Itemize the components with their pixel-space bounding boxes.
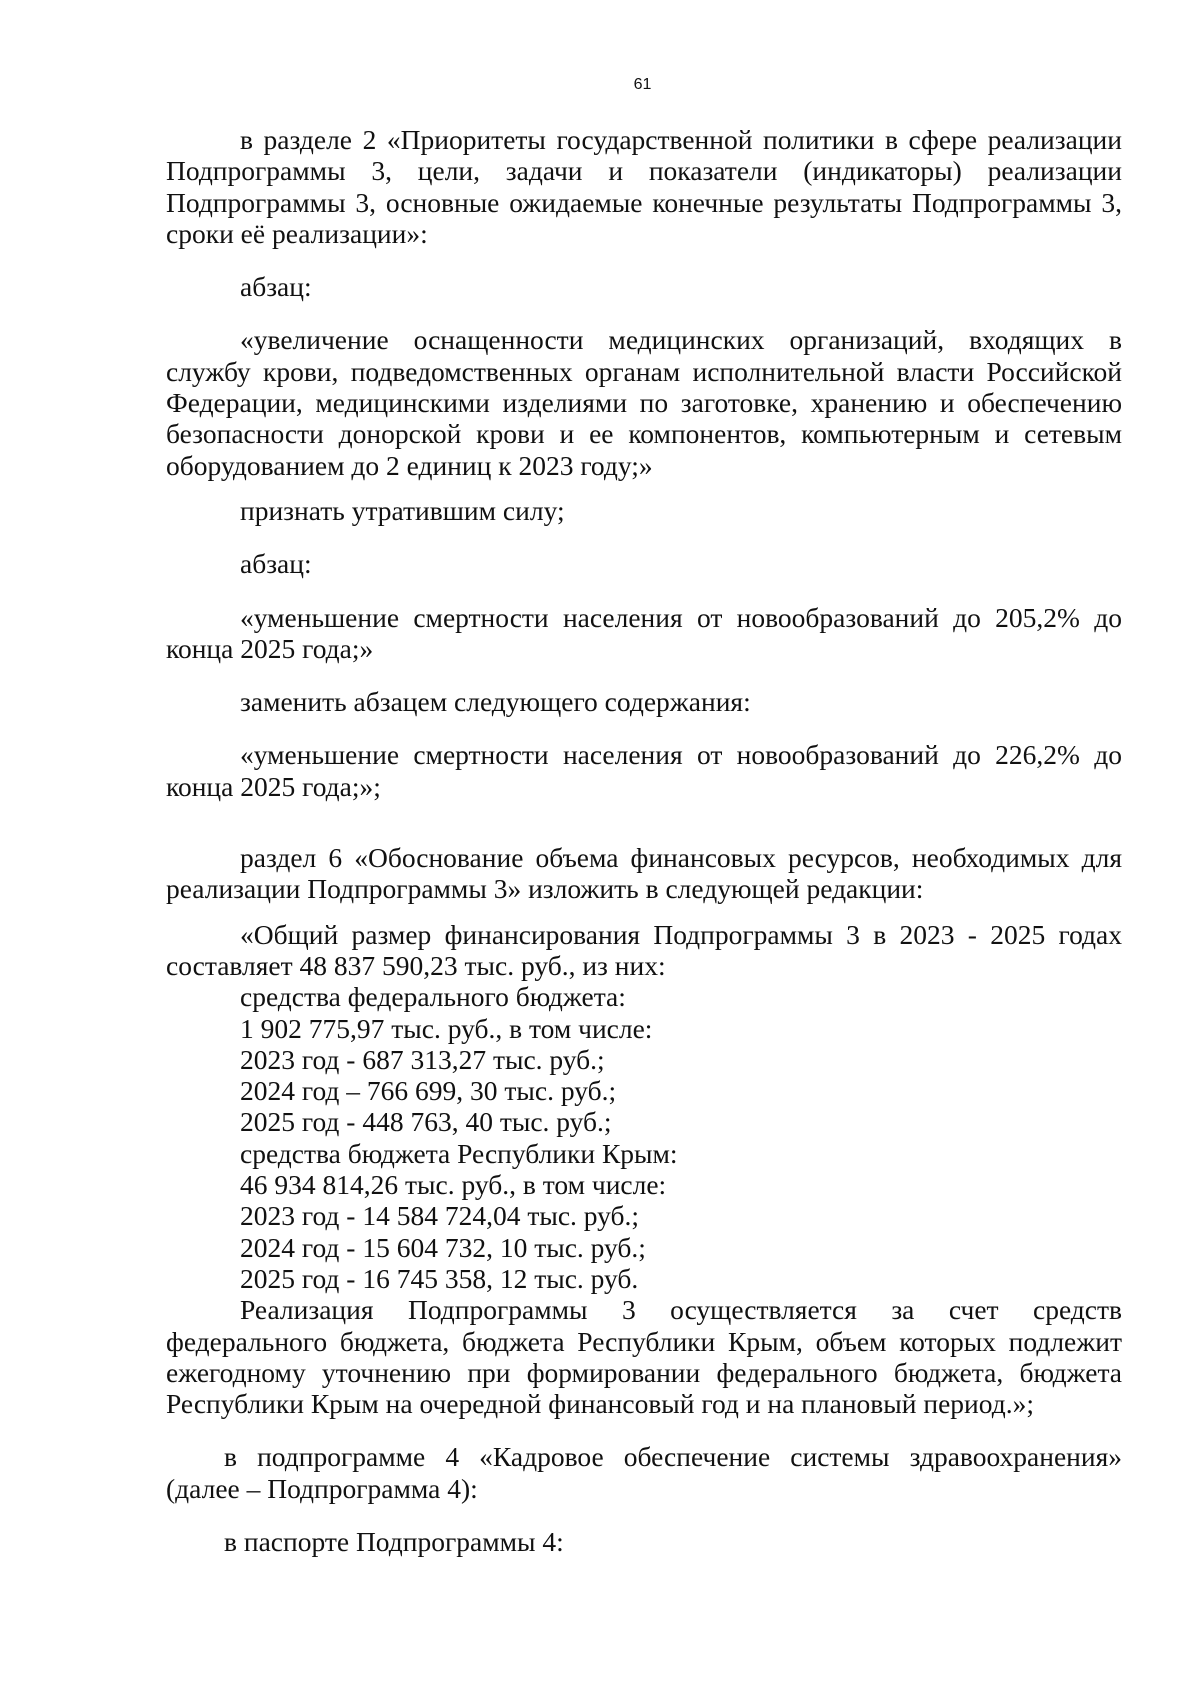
paragraph-subprogram-4-intro: в подпрограмме 4 «Кадровое обеспечение системы здравоохранения» (далее – Подпрограмма 4): (166, 1441, 1122, 1504)
paragraph-section-6-intro: раздел 6 «Обоснование объема финансовых ресурсов, необходимых для реализации Подпрограммы 3» изложить в следующей редакции: (166, 842, 1122, 905)
funding-line: 2024 год - 15 604 732, 10 тыс. руб.; (240, 1231, 646, 1263)
paragraph-implementation: Реализация Подпрограммы 3 осуществляется за счет средств федерального бюджета, бюджета Республики Крым, объем которых подлежит ежегодному уточнению при формировании федерального бюджета, бюджета Республики Крым на очередной финансовый год и на плановый период.»; (166, 1294, 1122, 1420)
document-body (166, 124, 1122, 1557)
paragraph-quote-mortality-new: «уменьшение смертности населения от новообразований до 226,2% до конца 2025 года;»; (166, 739, 1122, 802)
paragraph-repealed: признать утратившим силу; (240, 494, 565, 526)
paragraph-quote-mortality-old: «уменьшение смертности населения от новообразований до 205,2% до конца 2025 года;» (166, 601, 1122, 664)
funding-line: средства федерального бюджета: (240, 981, 626, 1013)
funding-line: 2023 год - 687 313,27 тыс. руб.; (240, 1043, 605, 1075)
paragraph-abzac-2: абзац: (240, 548, 312, 580)
funding-line: 2024 год – 766 699, 30 тыс. руб.; (240, 1075, 617, 1107)
paragraph-quote-equipment: «увеличение оснащенности медицинских организаций, входящих в службу крови, подведомственных органам исполнительной власти Российской Федерации, медицинскими изделиями по заготовке, хранению и обеспечению безопасности донорской крови и ее компонентов, компьютерным и сетевым оборудованием до 2 единиц к 2023 году;» (166, 324, 1122, 481)
funding-line: 46 934 814,26 тыс. руб., в том числе: (240, 1169, 667, 1201)
page-number: 61 (633, 76, 652, 93)
funding-line: 2023 год - 14 584 724,04 тыс. руб.; (240, 1200, 640, 1232)
funding-line: 2025 год - 16 745 358, 12 тыс. руб. (240, 1262, 639, 1294)
funding-line: 2025 год - 448 763, 40 тыс. руб.; (240, 1106, 612, 1138)
funding-line: средства бюджета Республики Крым: (240, 1137, 678, 1169)
paragraph-section-2-intro: в разделе 2 «Приоритеты государственной политики в сфере реализации Подпрограммы 3, цели, задачи и показатели (индикаторы) реализации Подпрограммы 3, основные ожидаемые конечные результаты Подпрограммы 3, сроки её реализации»: (166, 124, 1122, 249)
paragraph-replace-instruction: заменить абзацем следующего содержания: (240, 686, 751, 718)
paragraph-abzac-1: абзац: (240, 271, 312, 303)
paragraph-subprogram-4-passport: в паспорте Подпрограммы 4: (224, 1525, 564, 1557)
funding-breakdown (166, 981, 1122, 1294)
funding-line: 1 902 775,97 тыс. руб., в том числе: (240, 1012, 653, 1044)
paragraph-total-funding: «Общий размер финансирования Подпрограммы 3 в 2023 - 2025 годах составляет 48 837 590,23 тыс. руб., из них: (166, 918, 1122, 981)
